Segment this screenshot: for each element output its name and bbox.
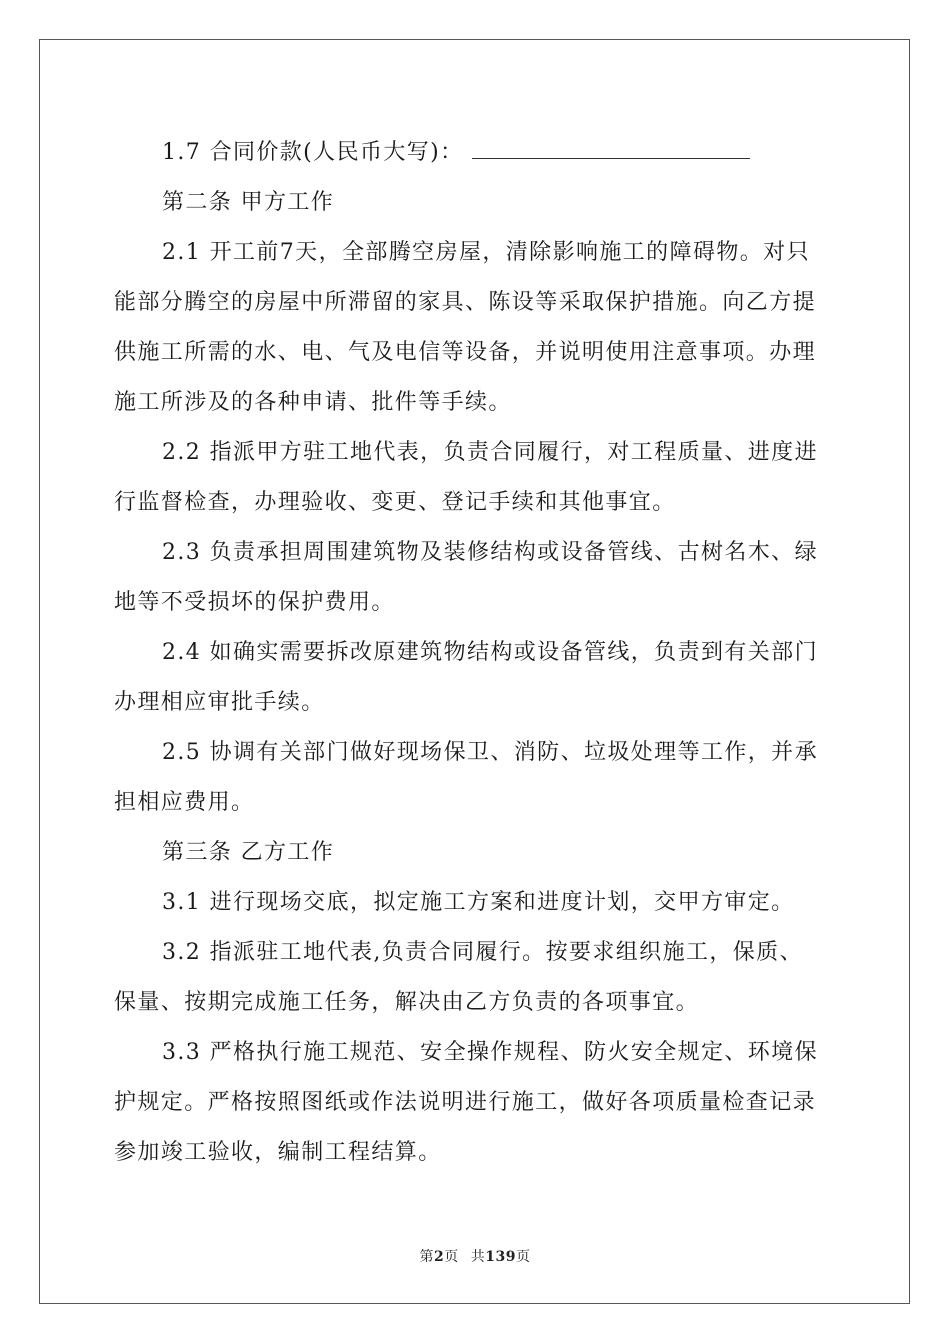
page-suffix: 页 (444, 1249, 459, 1265)
page-footer (0, 1246, 950, 1266)
clause-2-1-line-1: 2.1 开工前7天，全部腾空房屋，清除影响施工的障碍物。对只 (162, 240, 810, 265)
clause-3-2-line-1: 3.2 指派驻工地代表,负责合同履行。按要求组织施工，保质、 (162, 940, 803, 965)
clause-1-7 (114, 128, 834, 178)
total-suffix: 页 (515, 1249, 531, 1265)
clause-2-1-line-3: 供施工所需的水、电、气及电信等设备，并说明使用注意事项。办理 (114, 340, 817, 365)
clause-2-4-line-2: 办理相应审批手续。 (114, 690, 325, 715)
clause-3-3-line-2: 护规定。严格按照图纸或作法说明进行施工，做好各项质量检查记录 (114, 1090, 817, 1115)
clause-3-3-line-3: 参加竣工验收，编制工程结算。 (114, 1140, 442, 1165)
clause-1-7-text: 1.7 合同价款(人民币大写)： (162, 140, 464, 165)
clause-2-2-line-2: 行监督检查，办理验收、变更、登记手续和其他事宜。 (114, 490, 676, 515)
page-prefix: 第 (419, 1249, 434, 1265)
page-number: 2 (434, 1249, 445, 1265)
clause-2-1-line-2: 能部分腾空的房屋中所滞留的家具、陈设等采取保护措施。向乙方提 (114, 290, 817, 315)
clause-3-1: 3.1 进行现场交底，拟定施工方案和进度计划，交甲方审定。 (162, 890, 795, 915)
clause-2-1-line-4: 施工所涉及的各种申请、批件等手续。 (114, 390, 512, 415)
document-body (114, 128, 834, 1178)
article-2-heading: 第二条 甲方工作 (162, 190, 335, 215)
clause-2-3-line-1: 2.3 负责承担周围建筑物及装修结构或设备管线、古树名木、绿 (162, 540, 818, 565)
contract-price-blank (472, 140, 750, 159)
clause-2-5-line-1: 2.5 协调有关部门做好现场保卫、消防、垃圾处理等工作，并承 (162, 740, 818, 765)
total-pages: 139 (485, 1249, 516, 1265)
clause-3-3-line-1: 3.3 严格执行施工规范、安全操作规程、防火安全规定、环境保 (162, 1040, 818, 1065)
clause-2-3-line-2: 地等不受损坏的保护费用。 (114, 590, 395, 615)
clause-2-4-line-1: 2.4 如确实需要拆改原建筑物结构或设备管线，负责到有关部门 (162, 640, 818, 665)
clause-2-2-line-1: 2.2 指派甲方驻工地代表，负责合同履行，对工程质量、进度进 (162, 440, 818, 465)
article-3-heading: 第三条 乙方工作 (162, 840, 335, 865)
clause-3-2-line-2: 保量、按期完成施工任务，解决由乙方负责的各项事宜。 (114, 990, 700, 1015)
clause-2-5-line-2: 担相应费用。 (114, 790, 255, 815)
total-prefix: 共 (470, 1249, 486, 1265)
